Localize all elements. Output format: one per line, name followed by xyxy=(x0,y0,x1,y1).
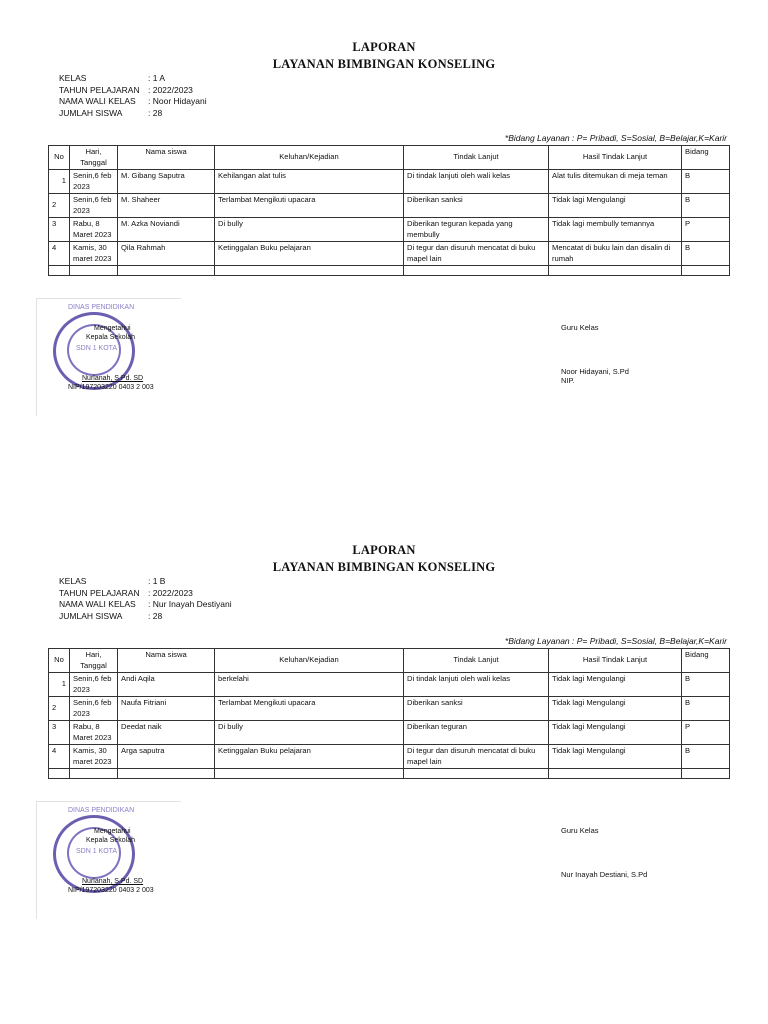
table-row xyxy=(49,721,730,745)
scan-divider xyxy=(36,801,181,802)
teacher-name-block xyxy=(561,367,629,385)
cell-name: Arga saputra xyxy=(118,745,215,769)
table-row xyxy=(49,745,730,769)
cell-result: Tidak lagi Mengulangi xyxy=(549,697,682,721)
cell-date: Rabu, 8 Maret 2023 xyxy=(70,721,118,745)
cell-no: 1 xyxy=(49,673,70,697)
cell-issue: Terlambat Mengikuti upacara xyxy=(215,194,404,218)
info-value: : 28 xyxy=(148,107,163,118)
table-row xyxy=(49,673,730,697)
table-row xyxy=(49,697,730,721)
principal-name-block xyxy=(68,877,154,895)
info-value: : Nur Inayah Destiyani xyxy=(148,599,232,609)
scan-divider xyxy=(36,298,37,416)
counseling-table xyxy=(48,648,730,779)
info-label: NAMA WALI KELAS xyxy=(59,96,136,106)
cell-field: P xyxy=(682,218,730,242)
header-field: Bidang xyxy=(682,649,730,673)
cell-result: Tidak lagi Mengulangi xyxy=(549,745,682,769)
empty-row xyxy=(49,769,730,779)
teacher-name: Nur Inayah Destiani, S.Pd xyxy=(561,870,648,879)
cell-issue: Terlambat Mengikuti upacara xyxy=(215,697,404,721)
cell-result: Tidak lagi Mengulangi xyxy=(549,194,682,218)
table-row xyxy=(49,218,730,242)
header-date: Hari, Tanggal xyxy=(70,649,118,673)
cell-result: Mencatat di buku lain dan disalin di rumah xyxy=(549,242,682,266)
info-label: KELAS xyxy=(59,73,87,83)
class-info xyxy=(59,576,232,622)
cell-no: 2 xyxy=(49,697,70,721)
info-value: : 1 A xyxy=(148,73,166,83)
report-subtitle: LAYANAN BIMBINGAN KONSELING xyxy=(272,57,496,71)
counseling-table xyxy=(48,145,730,276)
cell-field: B xyxy=(682,242,730,266)
cell-field: B xyxy=(682,673,730,697)
table-row xyxy=(49,170,730,194)
cell-issue: Kehilangan alat tulis xyxy=(215,170,404,194)
cell-date: Kamis, 30 maret 2023 xyxy=(70,242,118,266)
cell-action: Diberikan sanksi xyxy=(404,194,549,218)
report-subtitle: LAYANAN BIMBINGAN KONSELING xyxy=(272,560,496,574)
info-label: KELAS xyxy=(59,576,87,586)
cell-no: 3 xyxy=(49,721,70,745)
cell-name: Andi Aqila xyxy=(118,673,215,697)
info-value: : 1 B xyxy=(148,576,166,586)
cell-date: Rabu, 8 Maret 2023 xyxy=(70,218,118,242)
cell-name: Naufa Fitriani xyxy=(118,697,215,721)
cell-name: M. Shaheer xyxy=(118,194,215,218)
report-title: LAPORAN xyxy=(352,543,416,557)
scan-divider xyxy=(36,801,37,919)
info-label: JUMLAH SISWA xyxy=(59,610,123,621)
cell-name: M. Azka Noviandi xyxy=(118,218,215,242)
header-no: No xyxy=(49,146,70,170)
principal-name: Nurlanah, S.Pd. SD xyxy=(82,375,144,382)
report-1a xyxy=(0,0,768,460)
cell-name: M. Gibang Saputra xyxy=(118,170,215,194)
cell-action: Di tindak lanjuti oleh wali kelas xyxy=(404,673,549,697)
header-result: Hasil Tindak Lanjut xyxy=(549,649,682,673)
class-info xyxy=(59,73,207,119)
cell-date: Senin,6 feb 2023 xyxy=(70,170,118,194)
cell-no: 1 xyxy=(49,170,70,194)
cell-date: Kamis, 30 maret 2023 xyxy=(70,745,118,769)
teacher-signature xyxy=(561,323,599,332)
info-label: NAMA WALI KELAS xyxy=(59,599,136,609)
cell-issue: Ketinggalan Buku pelajaran xyxy=(215,745,404,769)
table-header-row xyxy=(49,649,730,673)
cell-name: Qila Rahmah xyxy=(118,242,215,266)
header-name: Nama siswa xyxy=(118,649,215,673)
info-label: JUMLAH SISWA xyxy=(59,107,123,118)
info-label: TAHUN PELAJARAN xyxy=(59,84,140,95)
cell-issue: Ketinggalan Buku pelajaran xyxy=(215,242,404,266)
header-result: Hasil Tindak Lanjut xyxy=(549,146,682,170)
cell-result: Tidak lagi Mengulangi xyxy=(549,673,682,697)
teacher-name-block xyxy=(561,870,647,879)
stamp-ring-text: DINAS PENDIDIKAN xyxy=(68,807,135,814)
cell-no: 2 xyxy=(49,194,70,218)
header-date: Hari, Tanggal xyxy=(70,146,118,170)
cell-result: Tidak lagi Mengulangi xyxy=(549,721,682,745)
teacher-nip: NIP. xyxy=(561,376,575,385)
cell-action: Di tegur dan disuruh mencatat di buku mapel lain xyxy=(404,242,549,266)
cell-result: Tidak lagi membully temannya xyxy=(549,218,682,242)
report-1b xyxy=(0,503,768,963)
cell-field: B xyxy=(682,697,730,721)
info-value: : 2022/2023 xyxy=(148,587,193,598)
header-issue: Keluhan/Kejadian xyxy=(215,146,404,170)
info-value: : 28 xyxy=(148,610,163,621)
principal-name: Nurlanah, S.Pd. SD xyxy=(82,878,144,885)
cell-no: 4 xyxy=(49,242,70,266)
principal-signature xyxy=(86,324,136,342)
principal-role: Kepala Sekolah xyxy=(86,837,136,844)
cell-issue: berkelahi xyxy=(215,673,404,697)
principal-name-block xyxy=(68,374,154,392)
school-stamp xyxy=(40,803,180,913)
cell-result: Alat tulis ditemukan di meja teman xyxy=(549,170,682,194)
principal-nip: NIP/197203220 0403 2 003 xyxy=(68,887,154,894)
cell-field: B xyxy=(682,170,730,194)
header-action: Tindak Lanjut xyxy=(404,146,549,170)
header-no: No xyxy=(49,649,70,673)
report-title: LAPORAN xyxy=(352,40,416,54)
info-value: : Noor Hidayani xyxy=(148,96,207,106)
cell-action: Diberikan teguran xyxy=(404,721,549,745)
table-row xyxy=(49,194,730,218)
cell-action: Di tegur dan disuruh mencatat di buku mapel lain xyxy=(404,745,549,769)
teacher-name: Noor Hidayani, S.Pd xyxy=(561,367,629,376)
table-header-row xyxy=(49,146,730,170)
school-stamp xyxy=(40,300,180,410)
field-legend-note: *Bidang Layanan : P= Pribadi, S=Sosial, B=Belajar,K=Karir xyxy=(504,636,727,646)
cell-field: B xyxy=(682,194,730,218)
field-legend-note: *Bidang Layanan : P= Pribadi, S=Sosial, B=Belajar,K=Karir xyxy=(504,133,727,143)
cell-action: Diberikan sanksi xyxy=(404,697,549,721)
info-label: TAHUN PELAJARAN xyxy=(59,587,140,598)
header-issue: Keluhan/Kejadian xyxy=(215,649,404,673)
header-action: Tindak Lanjut xyxy=(404,649,549,673)
header-field: Bidang xyxy=(682,146,730,170)
cell-action: Di tindak lanjuti oleh wali kelas xyxy=(404,170,549,194)
teacher-role: Guru Kelas xyxy=(561,323,599,332)
principal-nip: NIP/197203220 0403 2 003 xyxy=(68,384,154,391)
teacher-role: Guru Kelas xyxy=(561,826,599,835)
stamp-inner-text: SDN 1 KOTA xyxy=(76,345,118,352)
acknowledge-label: Mengetahui xyxy=(94,325,131,332)
cell-date: Senin,6 feb 2023 xyxy=(70,194,118,218)
header-name: Nama siswa xyxy=(118,146,215,170)
empty-row xyxy=(49,266,730,276)
cell-name: Deedat naik xyxy=(118,721,215,745)
cell-field: B xyxy=(682,745,730,769)
stamp-inner-text: SDN 1 KOTA xyxy=(76,848,118,855)
stamp-ring-text: DINAS PENDIDIKAN xyxy=(68,304,135,311)
cell-issue: Di bully xyxy=(215,721,404,745)
cell-no: 3 xyxy=(49,218,70,242)
info-value: : 2022/2023 xyxy=(148,84,193,95)
table-row xyxy=(49,242,730,266)
scan-divider xyxy=(36,298,181,299)
cell-issue: Di bully xyxy=(215,218,404,242)
teacher-signature xyxy=(561,826,599,835)
cell-date: Senin,6 feb 2023 xyxy=(70,673,118,697)
cell-date: Senin,6 feb 2023 xyxy=(70,697,118,721)
principal-role: Kepala Sekolah xyxy=(86,334,136,341)
cell-action: Diberikan teguran kepada yang membully xyxy=(404,218,549,242)
cell-field: P xyxy=(682,721,730,745)
principal-signature xyxy=(86,827,136,845)
acknowledge-label: Mengetahui xyxy=(94,828,131,835)
cell-no: 4 xyxy=(49,745,70,769)
